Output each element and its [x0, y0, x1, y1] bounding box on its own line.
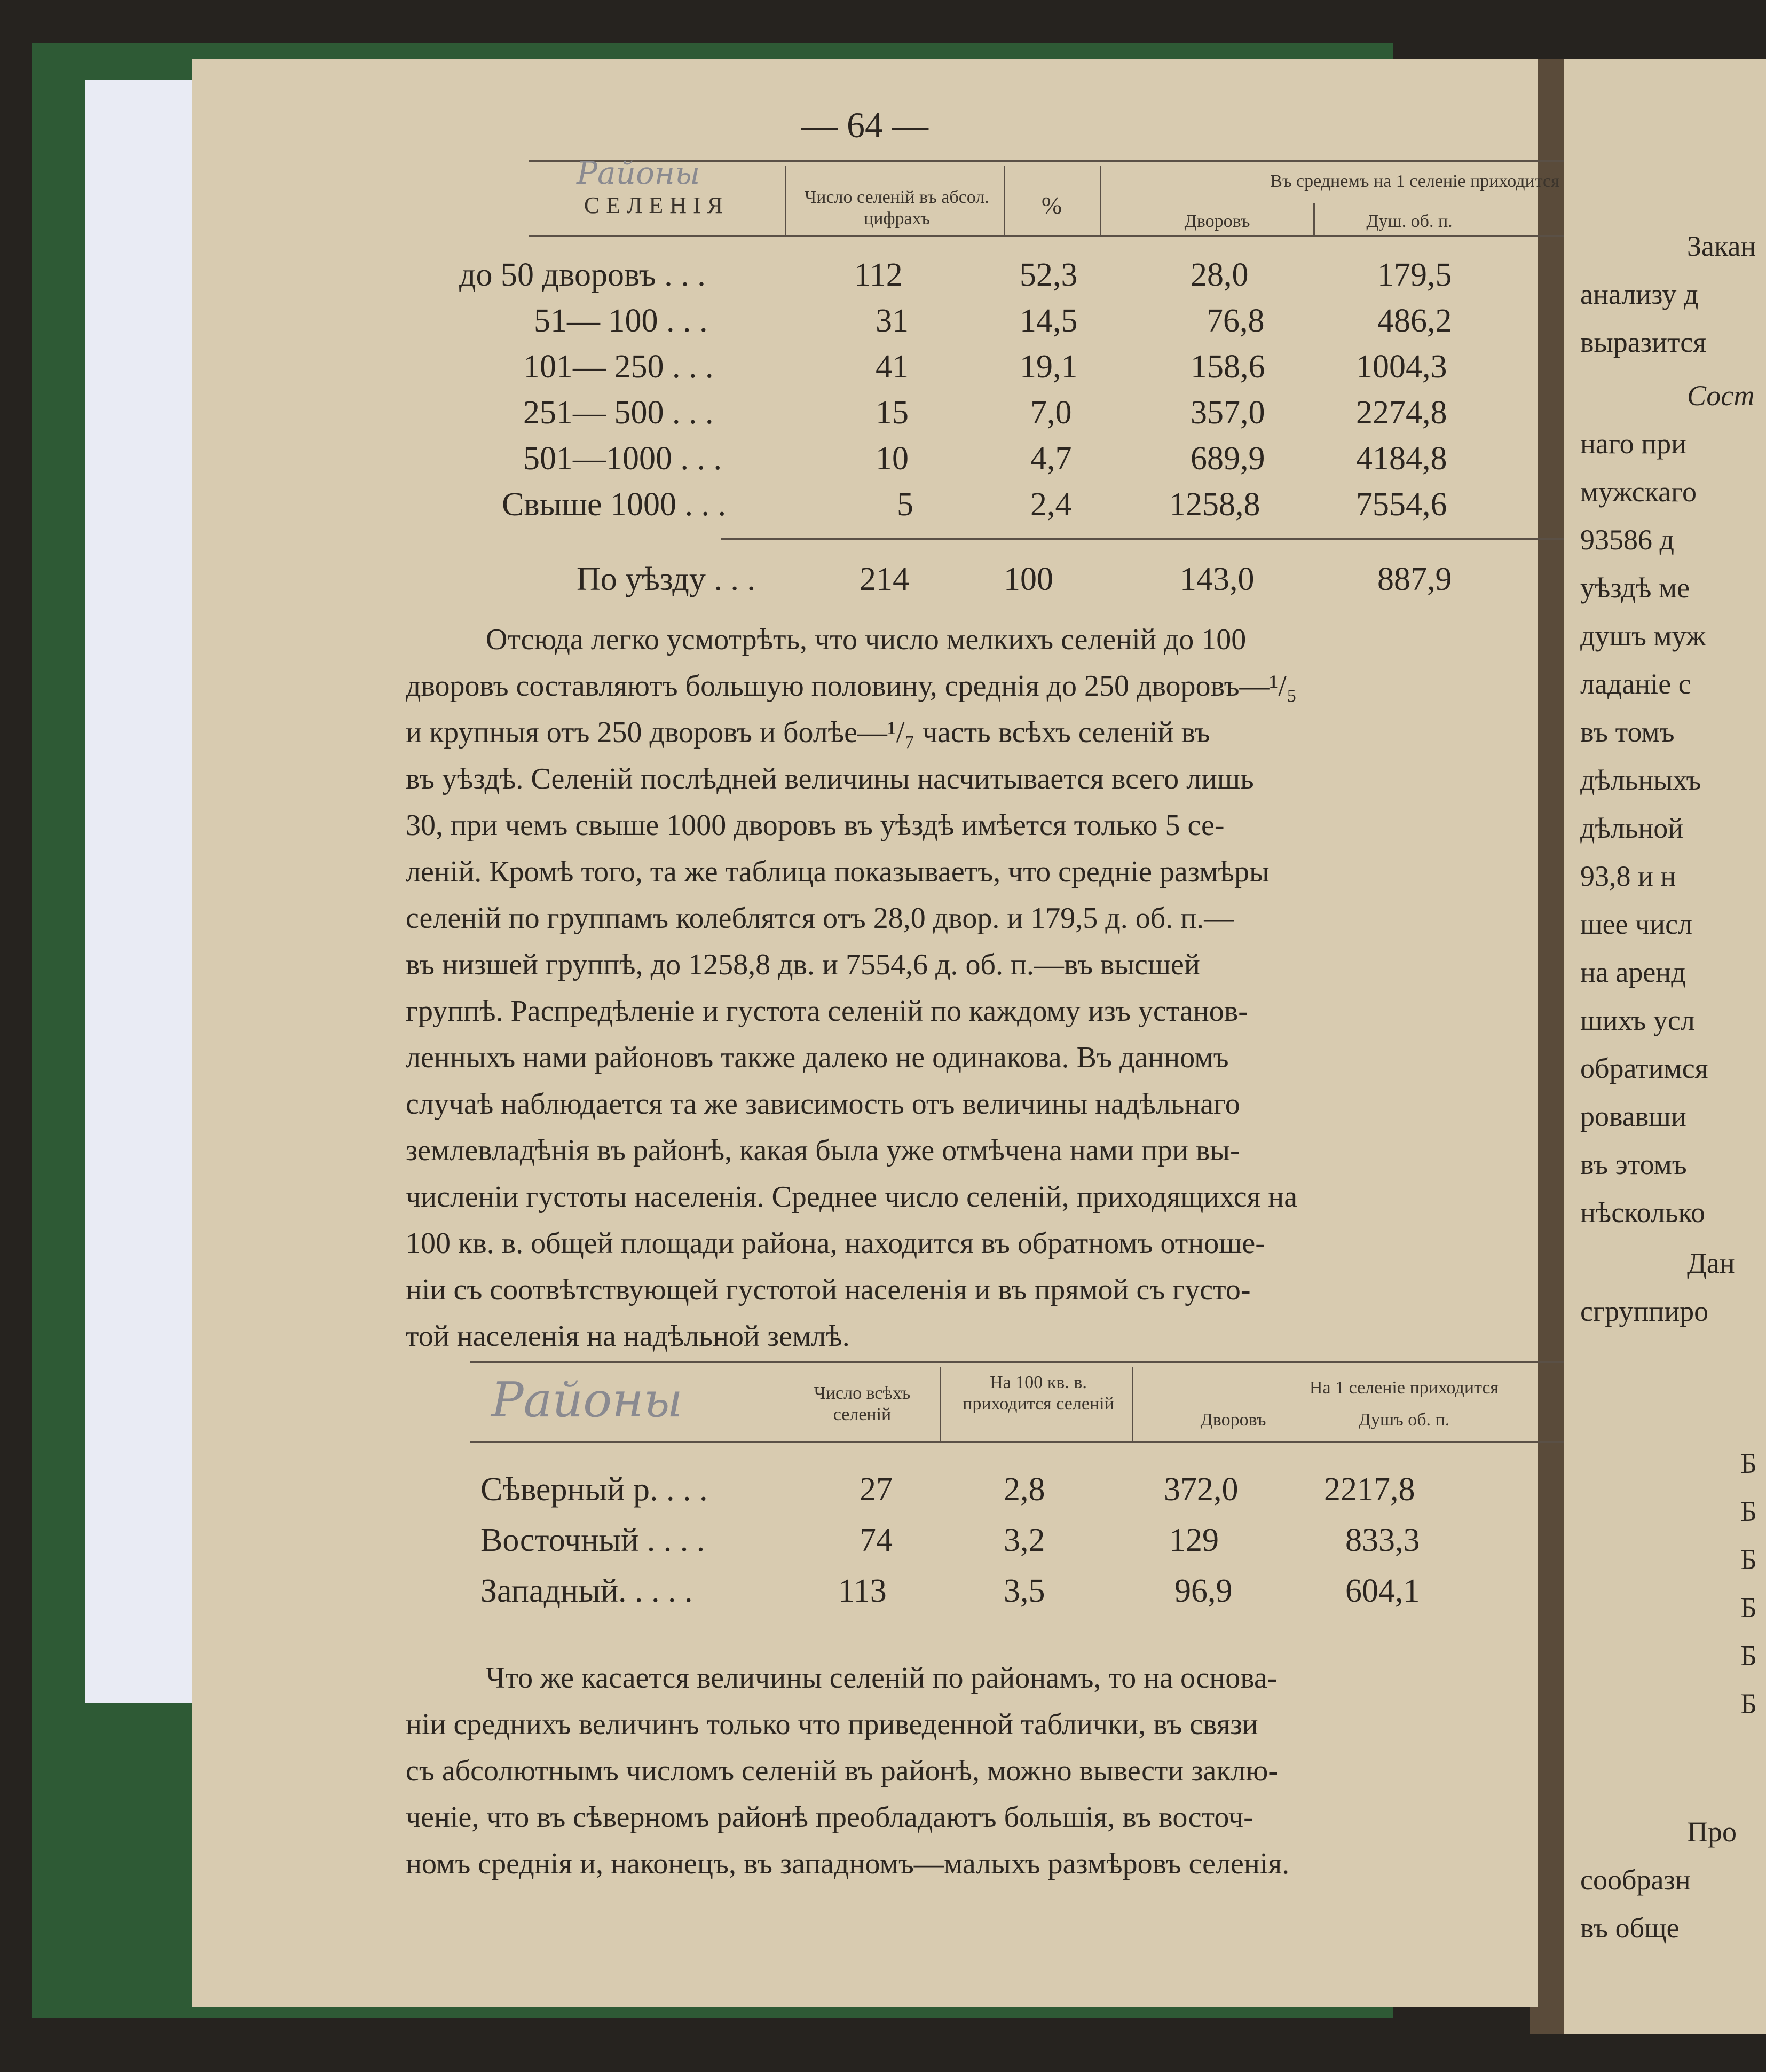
left-page: [192, 59, 1559, 2007]
page-number: — 64 —: [801, 105, 928, 145]
settlements-size-table: Районы СЕЛЕНІЯ Число селеній въ абсол. цифрахъ % Въ среднемъ на 1 селеніе приходится Дворовъ Душ. об. п. до 50 дворовъ . . . 112 52,3 28,0 179,5 51— 100 . . . 31 14,5 76,8 486,2 101— 250 . . . 41 19,1 158,6 1004,3 251— 500 . . . 15 7,0 357,0 2274,8 501—1000 . . . 10 4,7 689,9 4184,8 Свыше 1000 . . . 5 2,4 1258,8 7554,6 По уѣзду . . . 214 100 143,0 887,9: [192, 59, 1538, 646]
header-yards: Дворовъ: [1184, 211, 1250, 231]
header-per-100-sq-versts: На 100 кв. в. приходится селеній: [963, 1373, 1114, 1414]
right-page: Закан анализу д выразится Сост наго при мужскаго 93586 д уѣздѣ ме душъ муж ладаніе с въ томъ дѣльныхъ дѣльной 93,8 и н шее числ на аренд шихъ усл обратимся ровавши въ этомъ нѣсколько Дан сгруппиро Б Б Б Б Б Б Про сообразн въ обще: [1564, 59, 1766, 2034]
pencil-note: Районы: [491, 1372, 683, 1428]
header-souls: Душ. об. п.: [1366, 211, 1453, 231]
districts-table: Районы Число всѣхъ селеній На 100 кв. в. приходится селеній На 1 селеніе приходится Дворовъ Душъ об. п. Сѣверный р. . . . 27 2,8 372,0 2217,8 Восточный . . . . 74 3,2 129 833,3 Западный. . . . . 113 3,5 96,9 604,1: [192, 1361, 1538, 1735]
header-yards: Дворовъ: [1200, 1410, 1266, 1430]
header-souls: Душъ об. п.: [1358, 1410, 1450, 1430]
header-per-settlement-group: На 1 селеніе приходится: [1309, 1378, 1499, 1398]
header-percent: %: [1041, 192, 1062, 219]
header-settlements: СЕЛЕНІЯ: [584, 192, 730, 218]
pencil-note: Районы: [577, 155, 700, 191]
body-paragraph-2: Что же касается величины селеній по районамъ, то на основа- ніи среднихъ величинъ только что приведенной таблички, въ связи съ абсолютнымъ числомъ селеній въ районѣ, можно вывести заклю- ченіе, что въ сѣверномъ районѣ преобладаютъ большія, въ восточ- номъ среднія и, наконецъ, въ западномъ—малыхъ размѣровъ селенія.: [406, 1661, 1290, 1880]
header-all-settlements: Число всѣхъ селеній: [814, 1383, 911, 1424]
body-paragraph-1: Отсюда легко усмотрѣть, что число мелкихъ селеній до 100 дворовъ составляютъ большую половину, среднія до 250 дворовъ—¹/₅ и крупныя отъ 250 дворовъ и болѣе—¹/₇ часть всѣхъ селеній въ въ уѣздѣ. Селеній послѣдней величины насчитывается всего лишь 30, при чемъ свыше 1000 дворовъ въ уѣздѣ имѣется только 5 се- леній. Кромѣ того, та же таблица показываетъ, что средніе размѣры селеній по группамъ колеблятся отъ 28,0 двор. и 179,5 д. об. п.— въ низшей группѣ, до 1258,8 дв. и 7554,6 д. об. п.—въ высшей группѣ. Распредѣленіе и густота селеній по каждому изъ установ- ленныхъ нами районовъ также далеко не одинакова. Въ данномъ случаѣ наблюдается та же зависимость отъ величины надѣльнаго землевладѣнія въ районѣ, какая была уже отмѣчена нами при вы- численіи густоты населенія. Среднее число селеній, приходящихся на 100 кв. в. общей площади района, находится въ обратномъ отноше- ніи съ соотвѣтствующей густотой населенія и въ прямой съ густо- той населенія на надѣльной землѣ.: [406, 623, 1298, 1353]
header-average-group: Въ среднемъ на 1 селеніе приходится: [1270, 171, 1559, 191]
header-count: Число селеній въ абсол. цифрахъ: [805, 187, 989, 229]
